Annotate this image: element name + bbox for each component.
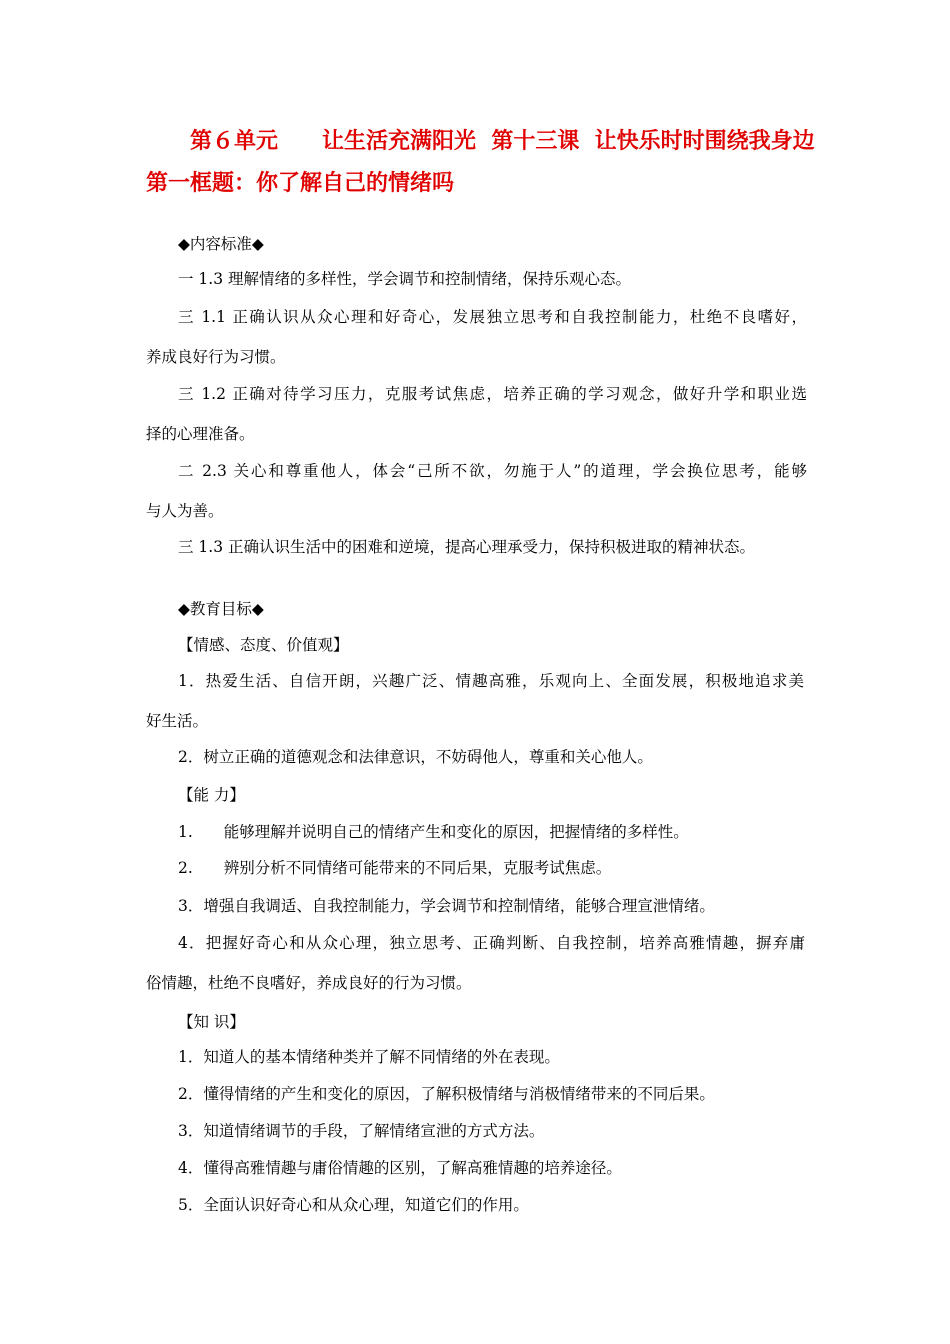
content-standard-heading: ◆内容标准◆: [178, 235, 264, 253]
emotion-line: 好生活。: [146, 712, 209, 730]
standard-line: 养成良好行为习惯。: [146, 348, 286, 366]
title-line-1: 第６单元 让生活充满阳光 第十三课 让快乐时时围绕我身边: [190, 128, 815, 154]
standard-line: 三 1.3 正确认识生活中的困难和逆境，提高心理承受力，保持积极进取的精神状态。: [178, 538, 756, 556]
goals-heading: ◆教育目标◆: [178, 600, 264, 618]
knowledge-heading: 【知 识】: [178, 1013, 245, 1031]
emotion-line: 2．树立正确的道德观念和法律意识，不妨碍他人，尊重和关心他人。: [178, 748, 653, 766]
standard-line: 三 1.1 正确认识从众心理和好奇心，发展独立思考和自我控制能力，杜绝不良嗜好，: [178, 308, 807, 326]
standard-line: 择的心理准备。: [146, 425, 255, 443]
knowledge-line: 5．全面认识好奇心和从众心理，知道它们的作用。: [178, 1196, 529, 1214]
standard-line: 与人为善。: [146, 502, 224, 520]
standard-line: 三 1.2 正确对待学习压力，克服考试焦虑，培养正确的学习观念，做好升学和职业选: [178, 385, 807, 403]
knowledge-line: 3．知道情绪调节的手段，了解情绪宣泄的方式方法。: [178, 1122, 545, 1140]
knowledge-line: 1．知道人的基本情绪种类并了解不同情绪的外在表现。: [178, 1048, 560, 1066]
knowledge-line: 4．懂得高雅情趣与庸俗情趣的区别，了解高雅情趣的培养途径。: [178, 1159, 622, 1177]
ability-line: 3．增强自我调适、自我控制能力，学会调节和控制情绪，能够合理宣泄情绪。: [178, 897, 715, 915]
knowledge-line: 2．懂得情绪的产生和变化的原因，了解积极情绪与消极情绪带来的不同后果。: [178, 1085, 715, 1103]
ability-heading: 【能 力】: [178, 786, 245, 804]
title-line-2: 第一框题：你了解自己的情绪吗: [146, 170, 455, 196]
emotion-heading: 【情感、态度、价值观】: [178, 636, 349, 654]
emotion-line: 1．热爱生活、自信开朗，兴趣广泛、情趣高雅，乐观向上、全面发展，积极地追求美: [178, 672, 804, 690]
ability-line: 俗情趣，杜绝不良嗜好，养成良好的行为习惯。: [146, 974, 472, 992]
standard-line: 一 1.3 理解情绪的多样性，学会调节和控制情绪，保持乐观心态。: [178, 270, 632, 288]
ability-line: 2. 辨别分析不同情绪可能带来的不同后果，克服考试焦虑。: [178, 859, 612, 877]
standard-line: 二 2.3 关心和尊重他人，体会“己所不欲，勿施于人”的道理，学会换位思考，能够: [178, 462, 807, 480]
ability-line: 4．把握好奇心和从众心理，独立思考、正确判断、自我控制，培养高雅情趣，摒弃庸: [178, 934, 805, 952]
ability-line: 1. 能够理解并说明自己的情绪产生和变化的原因，把握情绪的多样性。: [178, 823, 689, 841]
document-title: [146, 120, 815, 204]
